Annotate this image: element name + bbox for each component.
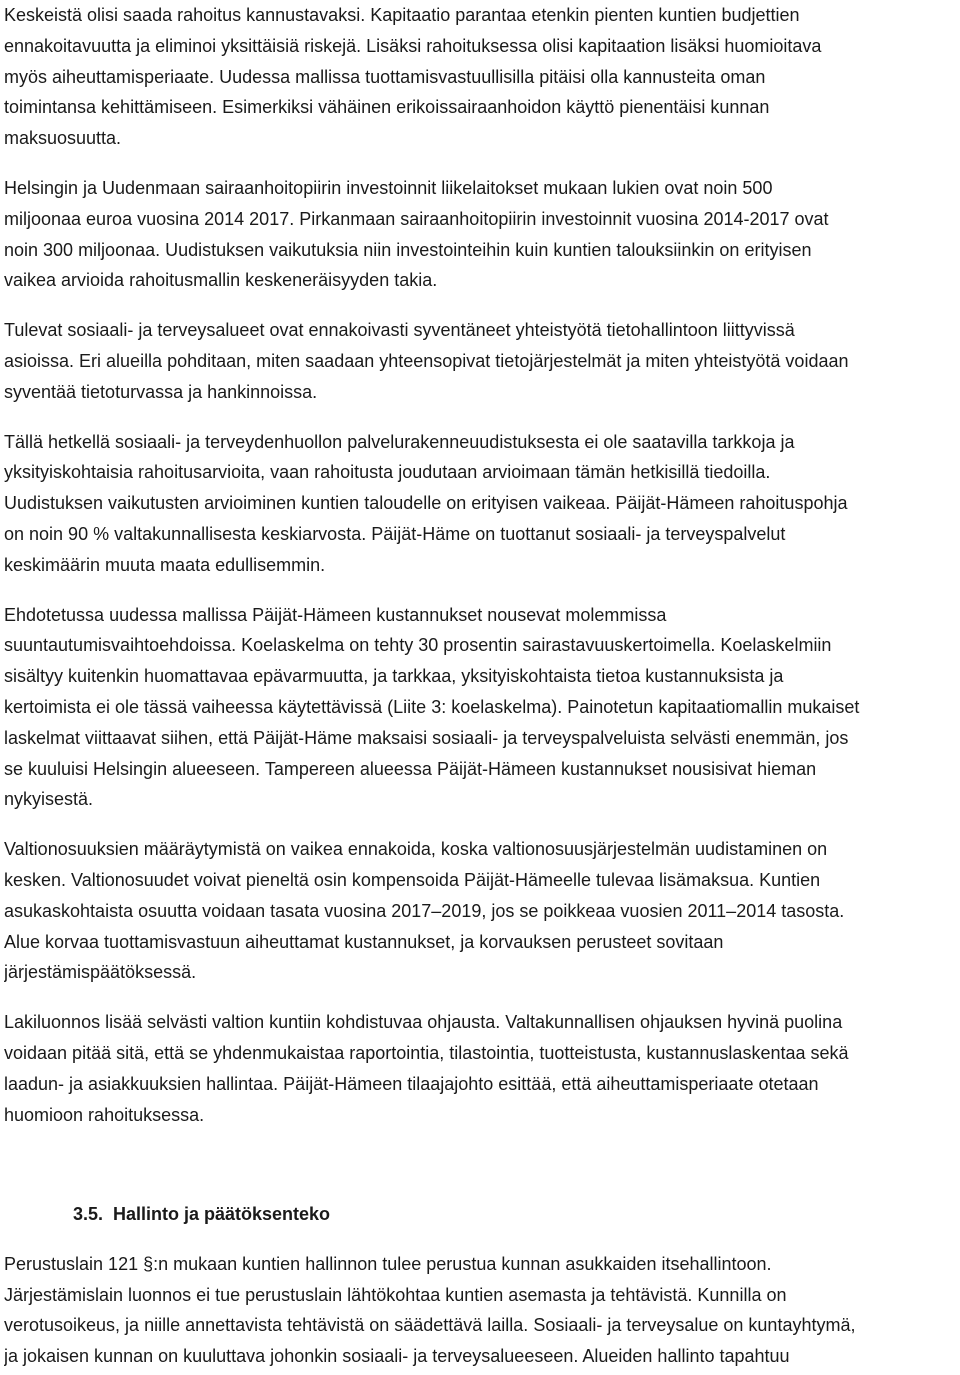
text-line: asukaskohtaista osuutta voidaan tasata vuosina 2017–2019, jos se poikkeaa vuosien 2011–2014 tasosta. — [4, 900, 845, 921]
text-line: Helsingin ja Uudenmaan sairaanhoitopiirin investoinnit liikelaitokset mukaan lukien ovat noin 500 — [4, 177, 773, 198]
body-text-after-heading — [4, 1249, 956, 1372]
paragraph — [4, 1249, 956, 1372]
text-line: Järjestämislain luonnos ei tue perustuslain lähtökohtaa kuntien asemasta ja tehtävistä. Kunnilla on — [4, 1284, 787, 1305]
text-line: vaikea arvioida rahoitusmallin keskeneräisyyden takia. — [4, 270, 438, 291]
paragraph — [4, 834, 956, 988]
text-line: Valtionosuuksien määräytymistä on vaikea ennakoida, koska valtionosuusjärjestelmän uudistaminen on — [4, 839, 828, 860]
section-title: Hallinto ja päätöksenteko — [113, 1204, 331, 1225]
paragraph — [4, 600, 956, 816]
text-line: syventää tietoturvassa ja hankinnoissa. — [4, 381, 318, 402]
text-line: Keskeistä olisi saada rahoitus kannustavaksi. Kapitaatio parantaa etenkin pienten kuntien budjettien — [4, 5, 800, 25]
text-line: verotusoikeus, ja niille annettavista tehtävistä on säädettävä lailla. Sosiaali- ja terveysalue on kuntayhtymä, — [4, 1315, 856, 1336]
text-line: Tulevat sosiaali- ja terveysalueet ovat ennakoivasti syventäneet yhteistyötä tietohallintoon liittyvissä — [4, 320, 795, 341]
text-line: laskelmat viittaavat siihen, että Päijät-Häme maksaisi sosiaali- ja terveyspalveluista selvästi enemmän, jos — [4, 727, 849, 748]
section-number: 3.5. — [73, 1204, 104, 1225]
text-line: Lakiluonnos lisää selvästi valtion kuntiin kohdistuvaa ohjausta. Valtakunnallisen ohjauksen hyvinä puolina — [4, 1012, 843, 1033]
text-line: nykyisestä. — [4, 789, 94, 810]
text-line: Ehdotetussa uudessa mallissa Päijät-Hämeen kustannukset nousevat molemmissa — [4, 604, 667, 625]
text-line: laadun- ja asiakkuuksien hallintaa. Päijät-Hämeen tilaajajohto esittää, että aiheuttamisperiaate otetaan — [4, 1073, 819, 1094]
text-line: asioissa. Eri alueilla pohditaan, miten saadaan yhteensopivat tietojärjestelmät ja miten yhteistyötä voidaan — [4, 350, 849, 371]
paragraph — [4, 315, 956, 407]
text-line: Uudistuksen vaikutusten arvioiminen kuntien taloudelle on erityisen vaikeaa. Päijät-Hämeen rahoituspohja — [4, 493, 848, 514]
text-line: Alue korvaa tuottamisvastuun aiheuttamat kustannukset, ja korvauksen perusteet sovitaan — [4, 931, 724, 952]
text-line: sisältyy kuitenkin huomattavaa epävarmuutta, ja tarkkaa, yksityiskohtaista tietoa kustannuksista ja — [4, 666, 784, 687]
text-line: se kuuluisi Helsingin alueeseen. Tampereen alueessa Päijät-Hämeen kustannukset nousisivat hieman — [4, 758, 817, 779]
text-line: keskimäärin muuta maata edullisemmin. — [4, 554, 326, 575]
text-line: huomioon rahoituksessa. — [4, 1104, 205, 1125]
text-line: suuntautumisvaihtoehdoissa. Koelaskelma on tehty 30 prosentin sairastavuuskertoimella. Koelaskelmiin — [4, 635, 832, 656]
paragraph — [4, 427, 956, 581]
text-line: yksityiskohtaisia rahoitusarvioita, vaan rahoitusta joudutaan arvioimaan tämän hetkisillä tiedoilla. — [4, 462, 771, 483]
text-line: järjestämispäätöksessä. — [4, 962, 197, 983]
text-line: voidaan pitää sitä, että se yhdenmukaistaa raportointia, tilastointia, tuotteistusta, kustannuslaskentaa sekä — [4, 1042, 849, 1063]
paragraph — [4, 173, 956, 296]
text-line: maksuosuutta. — [4, 128, 122, 149]
text-line: Tällä hetkellä sosiaali- ja terveydenhuollon palvelurakenneuudistuksesta ei ole saatavilla tarkkoja ja — [4, 431, 795, 452]
text-line: kesken. Valtionosuudet voivat pieneltä osin kompensoida Päijät-Hämeelle tulevaa lisämaksua. Kuntien — [4, 869, 821, 890]
paragraph — [4, 1007, 956, 1130]
text-line: ja jokaisen kunnan on kuuluttava johonkin sosiaali- ja terveysalueeseen. Alueiden hallinto tapahtuu — [4, 1346, 790, 1367]
document-body — [4, 0, 956, 1372]
section-heading — [4, 1199, 956, 1230]
text-line: myös aiheuttamisperiaate. Uudessa mallissa tuottamisvastuullisilla pitäisi olla kannusteita oman — [4, 66, 766, 87]
text-line: kertoimista ei ole tässä vaiheessa käytettävissä (Liite 3: koelaskelma). Painotetun kapitaatiomallin mukaiset — [4, 696, 860, 717]
text-line: toimintansa kehittämiseen. Esimerkiksi vähäinen erikoissairaanhoidon käyttö pienentäisi kunnan — [4, 97, 770, 118]
text-line: ennakoitavuutta ja eliminoi yksittäisiä riskejä. Lisäksi rahoituksessa olisi kapitaation lisäksi huomioitava — [4, 35, 822, 56]
text-line: miljoonaa euroa vuosina 2014 2017. Pirkanmaan sairaanhoitopiirin investoinnit vuosina 2014-2017 ovat — [4, 208, 829, 229]
body-text-before-heading — [4, 0, 956, 1130]
text-line: noin 300 miljoonaa. Uudistuksen vaikutuksia niin investointeihin kuin kuntien talouksiinkin on erityisen — [4, 239, 812, 260]
text-line: Perustuslain 121 §:n mukaan kuntien hallinnon tulee perustua kunnan asukkaiden itsehallintoon. — [4, 1253, 772, 1274]
paragraph — [4, 0, 956, 154]
text-line: on noin 90 % valtakunnallisesta keskiarvosta. Päijät-Häme on tuottanut sosiaali- ja terveyspalvelut — [4, 523, 786, 544]
